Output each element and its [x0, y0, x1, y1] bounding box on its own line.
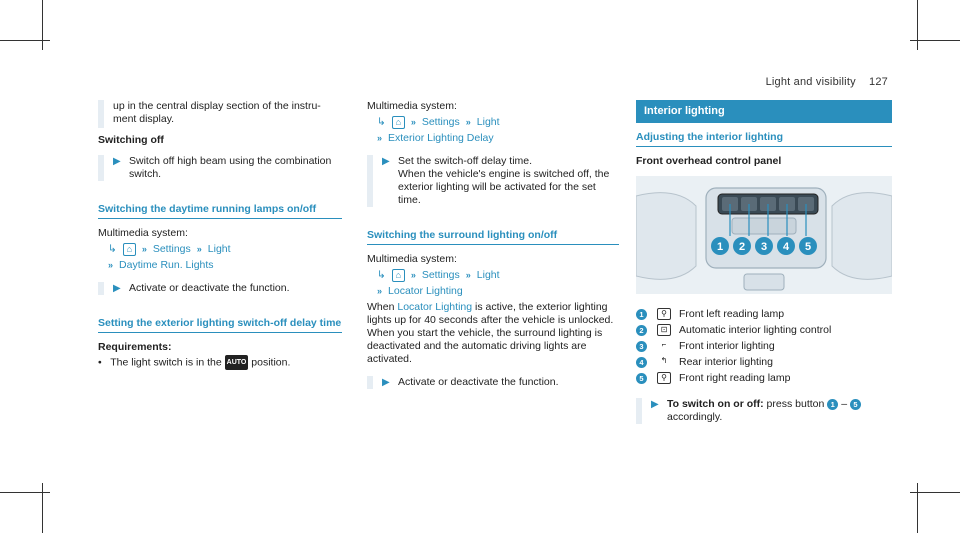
menu-settings: Settings: [421, 269, 460, 281]
number-badge: 3: [636, 341, 647, 352]
double-chevron-icon: »: [410, 270, 416, 280]
double-chevron-icon: »: [141, 244, 147, 254]
drl-menu-item-line: [98, 259, 342, 272]
double-chevron-icon: »: [196, 244, 202, 254]
menu-light: Light: [476, 269, 500, 281]
number-badge: 4: [636, 357, 647, 368]
surround-menu-path: [367, 269, 619, 282]
number-badge: 5: [850, 399, 861, 410]
action-arrow-icon: ▶: [113, 156, 121, 167]
callout-1: [711, 237, 729, 255]
double-chevron-icon: »: [377, 133, 383, 143]
action-arrow-icon: ▶: [113, 283, 121, 294]
auto-icon: AUTO: [225, 355, 249, 370]
surround-paragraph: When Locator Lighting is active, the exterior lighting lights up for 40 seconds after the vehicle is unlocked. When you start the vehicle, the surround lighting is deactivated and the automatic driving lights are activated.: [367, 301, 614, 365]
menu-settings: Settings: [421, 116, 460, 128]
home-icon: ⌂: [392, 269, 405, 282]
overhead-panel-heading: Front overhead control panel: [636, 155, 782, 167]
interior-action-block: [636, 398, 892, 424]
action-arrow-icon: ▶: [382, 377, 390, 388]
action-step: ▶ Activate or deactivate the function.: [382, 376, 559, 388]
surround-action-block: [367, 376, 619, 389]
menu-item: Locator Lighting: [388, 285, 463, 297]
action-arrow-icon: ▶: [651, 399, 659, 410]
drl-system-label: Multimedia system:: [98, 227, 188, 239]
menu-light: Light: [476, 116, 500, 128]
menu-item-line: [367, 132, 619, 145]
legend-item: 4 ↰ Rear interior lighting: [636, 354, 892, 370]
section-banner: Interior lighting: [636, 100, 892, 123]
legend-item: 3 ⌐ Front interior lighting: [636, 338, 892, 354]
number-badge: 5: [636, 373, 647, 384]
action-step: ▶ To switch on or off: press button 1 – 5 accordingly.: [651, 398, 892, 424]
system-label: Multimedia system:: [367, 100, 457, 112]
svg-text:1: 1: [716, 241, 724, 253]
home-icon: ⌂: [123, 243, 136, 256]
interior-heading: Adjusting the interior lighting: [636, 131, 892, 147]
return-arrow-icon: ↳: [108, 243, 117, 255]
requirements-item: • The light switch is in the AUTO position.: [98, 356, 291, 369]
surround-system-label: Multimedia system:: [367, 253, 457, 265]
drl-menu-path: [98, 243, 342, 256]
action-step: ▶ Activate or deactivate the function.: [113, 282, 290, 294]
menu-path: [367, 116, 619, 129]
overhead-panel-illustration: [636, 176, 892, 294]
crop-mark: [42, 483, 43, 533]
menu-light: Light: [207, 243, 231, 255]
number-badge: 2: [636, 325, 647, 336]
column-1: [98, 100, 342, 370]
switching-off-heading: Switching off: [98, 134, 164, 146]
column-2: [367, 100, 619, 389]
requirements-heading: Requirements:: [98, 341, 172, 353]
front-light-icon: ⌐: [661, 340, 667, 349]
intro-paragraph: up in the central display section of the instru-ment display.: [98, 100, 342, 128]
return-arrow-icon: ↳: [377, 116, 386, 128]
svg-text:2: 2: [738, 241, 746, 253]
column-3: [636, 100, 892, 424]
callout-3: [755, 237, 773, 255]
callout-5: [799, 237, 817, 255]
legend-item: 2 ⊡ Automatic interior lighting control: [636, 322, 892, 338]
legend-item: 1 ⚲ Front left reading lamp: [636, 306, 892, 322]
svg-text:5: 5: [804, 241, 812, 253]
double-chevron-icon: »: [465, 270, 471, 280]
svg-text:3: 3: [760, 241, 768, 253]
number-badge: 1: [827, 399, 838, 410]
delay-heading: Setting the exterior lighting switch-off delay time: [98, 317, 342, 333]
crop-mark: [917, 0, 918, 50]
drl-action-block: [98, 282, 342, 295]
crop-mark: [42, 0, 43, 50]
home-icon: ⌂: [392, 116, 405, 129]
menu-settings: Settings: [152, 243, 191, 255]
surround-menu-item-line: [367, 285, 619, 298]
callout-2: [733, 237, 751, 255]
menu-item: Daytime Run. Lights: [119, 259, 214, 271]
page-number: 127: [869, 76, 888, 88]
header-title: Light and visibility: [765, 76, 856, 88]
drl-heading: Switching the daytime running lamps on/off: [98, 203, 342, 219]
callout-4: [777, 237, 795, 255]
legend-item: 5 ⚲ Front right reading lamp: [636, 370, 892, 386]
rear-light-icon: ↰: [660, 356, 668, 365]
door-contact-icon: ⊡: [657, 324, 671, 336]
action-step: ▶ Switch off high beam using the combination switch.: [113, 155, 332, 180]
number-badge: 1: [636, 309, 647, 320]
action-arrow-icon: ▶: [382, 156, 390, 167]
page-header: [766, 76, 888, 88]
double-chevron-icon: »: [410, 117, 416, 127]
svg-text:4: 4: [782, 241, 790, 253]
legend-list: [636, 306, 892, 386]
double-chevron-icon: »: [108, 260, 114, 270]
overhead-panel-figure: [636, 176, 892, 294]
double-chevron-icon: »: [465, 117, 471, 127]
switching-off-block: [98, 155, 342, 181]
surround-heading: Switching the surround lighting on/off: [367, 229, 619, 245]
crop-mark: [917, 483, 918, 533]
action-step: ▶ Set the switch-off delay time. When the vehicle's engine is switched off, the exterior lighting will be activated for the set time.: [382, 155, 610, 206]
return-arrow-icon: ↳: [377, 269, 386, 281]
double-chevron-icon: »: [377, 286, 383, 296]
locator-lighting-link: Locator Lighting: [397, 301, 473, 313]
reading-lamp-icon: ⚲: [657, 372, 671, 384]
menu-item: Exterior Lighting Delay: [388, 132, 494, 144]
delay-action-block: [367, 155, 619, 207]
reading-lamp-icon: ⚲: [657, 308, 671, 320]
